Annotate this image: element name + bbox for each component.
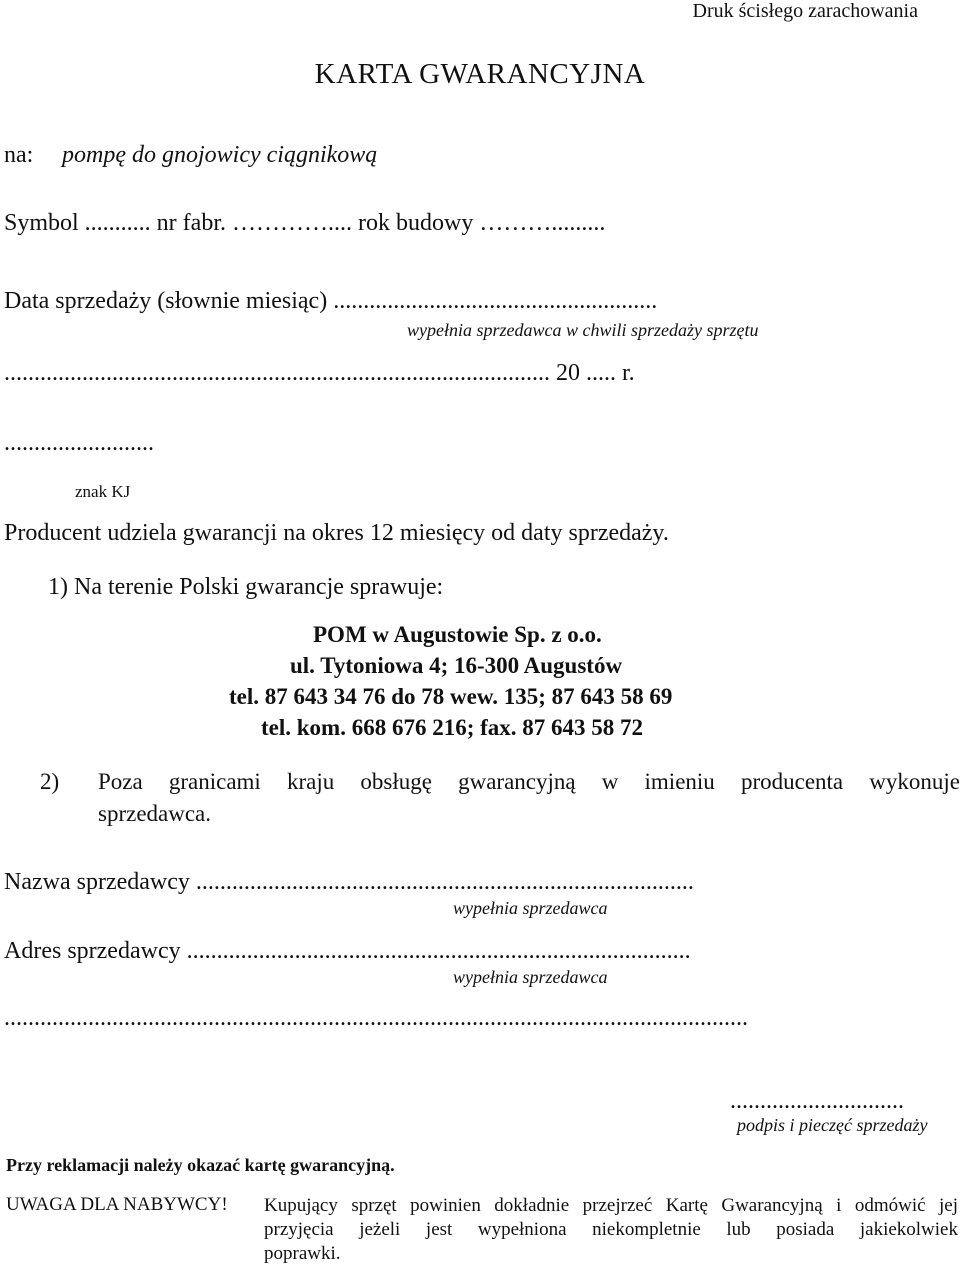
item1-text: 1) Na terenie Polski gwarancje sprawuje: <box>48 574 444 600</box>
product-label: na: <box>4 142 34 168</box>
sale-date-hint: wypełnia sprzedawca w chwili sprzedaży sprzętu <box>407 320 759 340</box>
item2 <box>40 766 960 830</box>
sale-date-line: Data sprzedaży (słownie miesiąc) ...................................................... <box>4 288 658 314</box>
kj-label: znak KJ <box>75 482 131 501</box>
seller-address-hint: wypełnia sprzedawca <box>453 967 608 987</box>
product-value: pompę do gnojowicy ciągnikową <box>62 142 378 168</box>
seller-address-line: Adres sprzedawcy .................................................................................... <box>4 938 691 964</box>
sale-year-line: ........................................................................................... 20 ..... r. <box>4 360 635 386</box>
seller-name-line: Nazwa sprzedawcy ................................................................................... <box>4 869 694 895</box>
warranty-statement: Producent udziela gwarancji na okres 12 miesięcy od daty sprzedaży. <box>4 520 669 546</box>
header-note: Druk ścisłego zarachowania <box>692 0 918 22</box>
notice-line1: Kupujący sprzęt powinien dokładnie przejrzeć Kartę Gwarancyjną i odmówić jej <box>264 1195 958 1216</box>
signature-label: podpis i pieczęć sprzedaży <box>737 1115 928 1135</box>
notice-label: UWAGA DLA NABYWCY! <box>6 1194 228 1215</box>
company-phone: tel. 87 643 34 76 do 78 wew. 135; 87 643 58 69 <box>229 684 673 709</box>
complaint-note: Przy reklamacji należy okazać kartę gwarancyjną. <box>6 1155 395 1175</box>
notice-line2: przyjęcia jeżeli jest wypełniona niekompletnie lub posiada jakiekolwiek <box>264 1219 958 1240</box>
item2-line2: sprzedawca. <box>98 801 212 826</box>
company-address: ul. Tytoniowa 4; 16-300 Augustów <box>290 653 623 678</box>
company-mobile-fax: tel. kom. 668 676 216; fax. 87 643 58 72 <box>261 715 644 740</box>
item2-number: 2) <box>40 769 60 794</box>
notice-body <box>264 1194 958 1266</box>
symbol-line: Symbol ........... nr fabr. ………….... rok budowy ………......... <box>4 210 606 236</box>
kj-dots: ......................... <box>4 430 154 456</box>
seller-name-hint: wypełnia sprzedawca <box>453 898 608 918</box>
company-name: POM w Augustowie Sp. z o.o. <box>313 622 602 647</box>
item2-line1: Poza granicami kraju obsługę gwarancyjną w imieniu producenta wykonuje <box>98 769 960 794</box>
signature-dots: ............................. <box>730 1088 904 1114</box>
page-title: KARTA GWARANCYJNA <box>314 58 646 90</box>
notice-line3: poprawki. <box>264 1243 341 1264</box>
seller-extra-line: ............................................................................................................................ <box>4 1005 748 1031</box>
